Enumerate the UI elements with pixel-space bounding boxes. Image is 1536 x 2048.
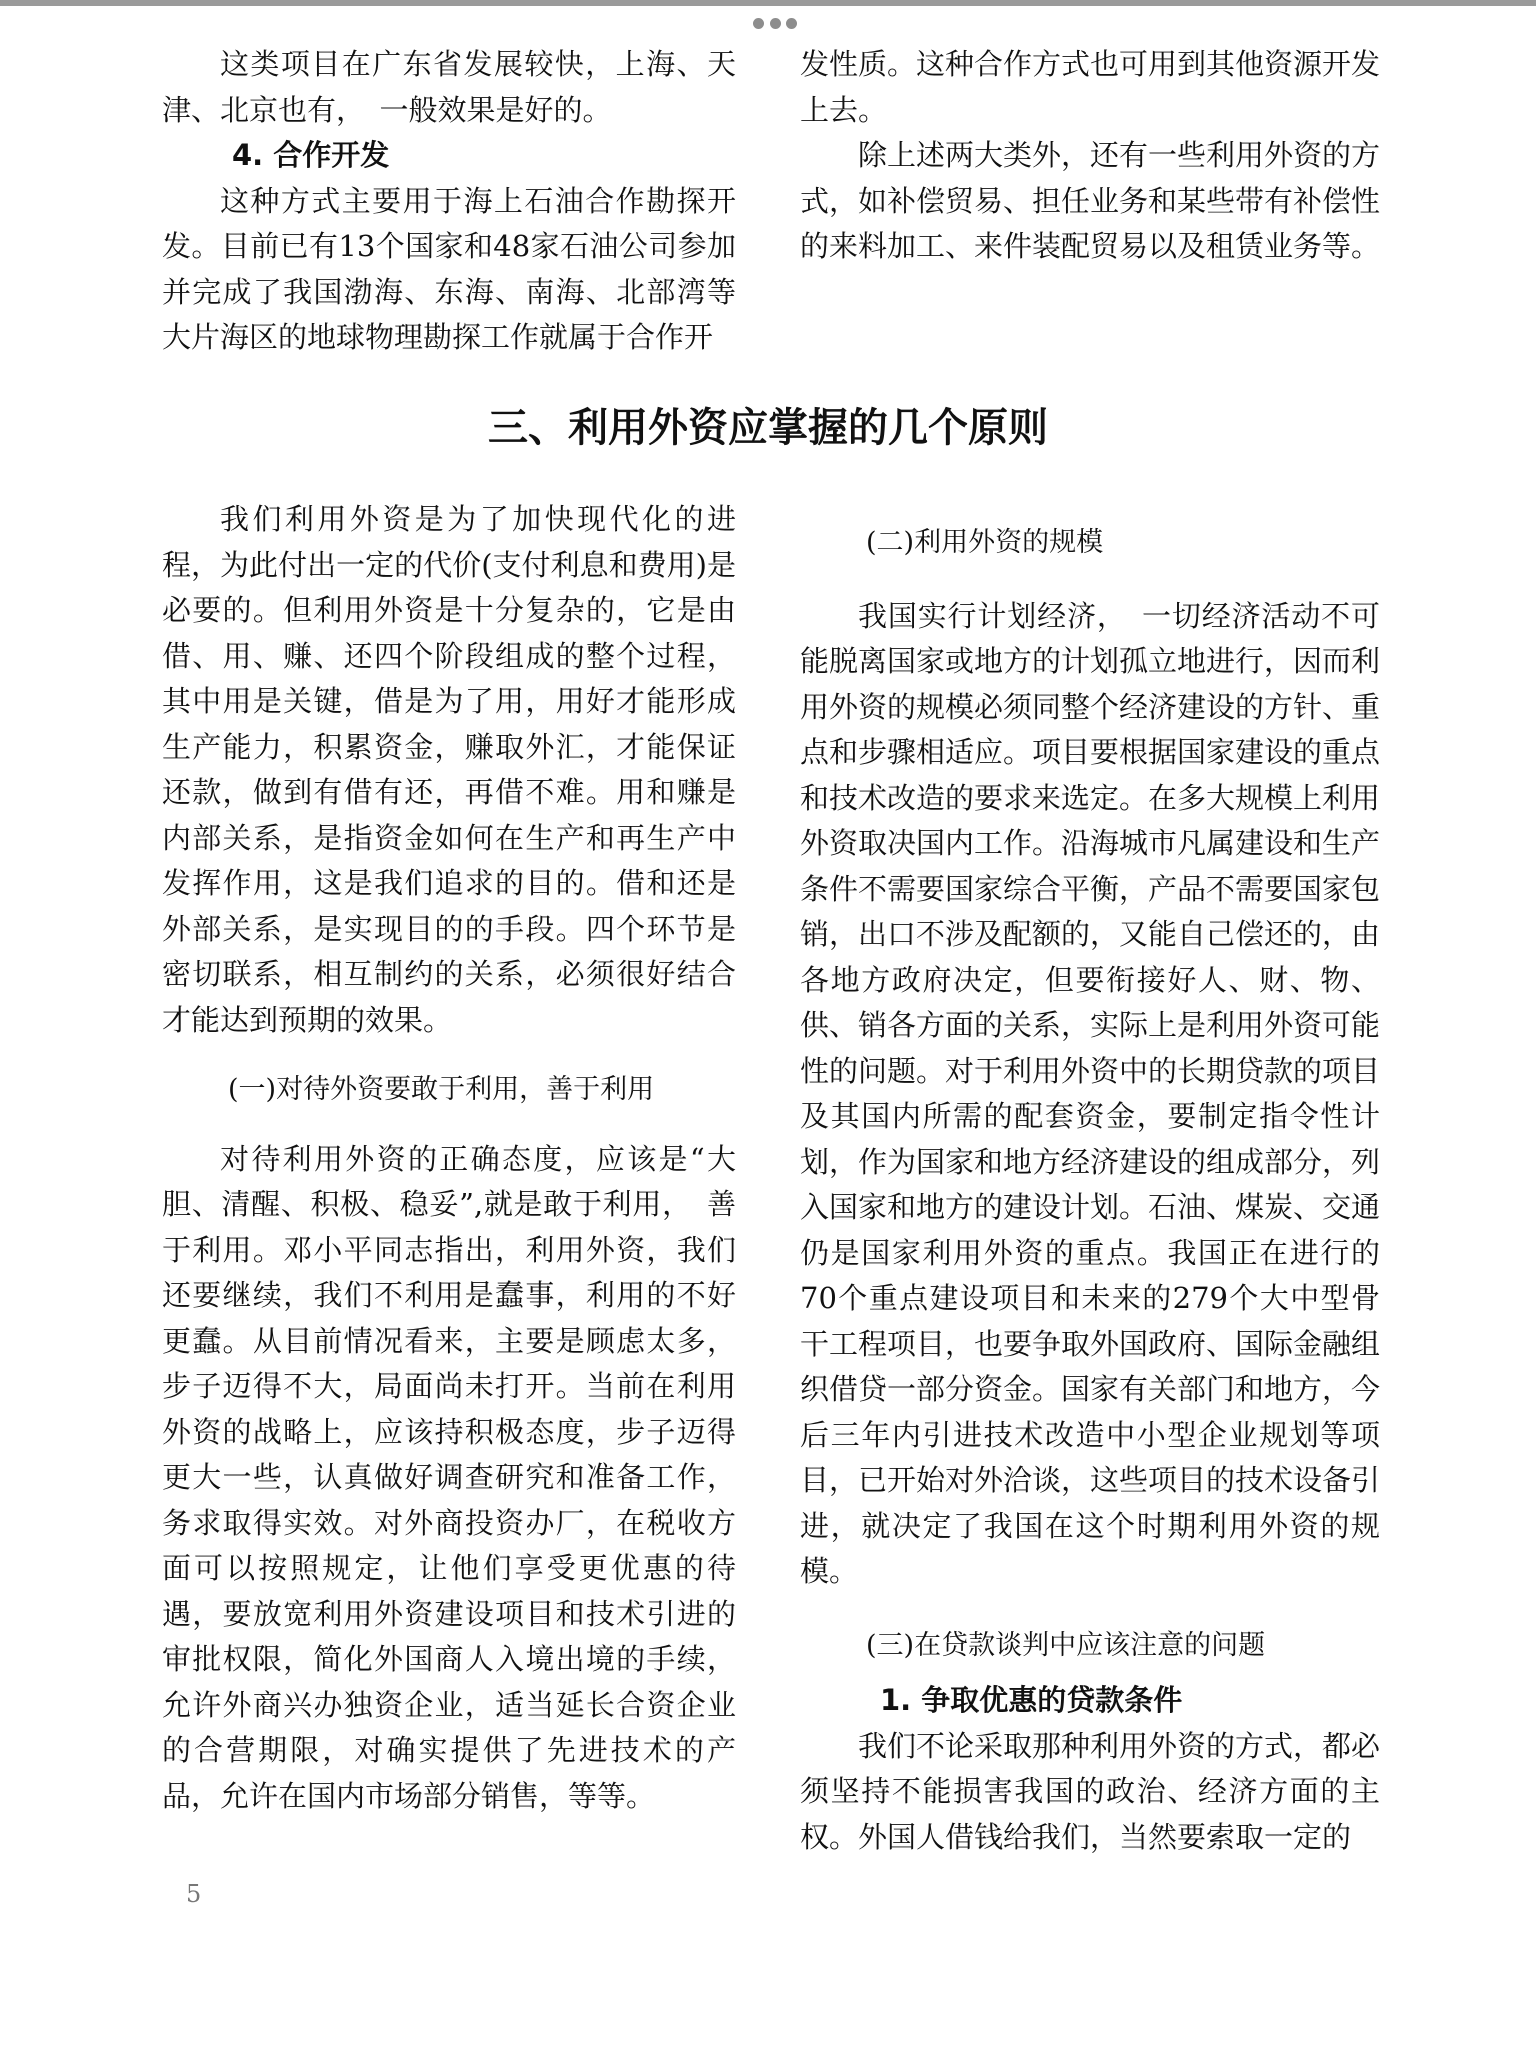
intro-paragraph: 我们利用外资是为了加快现代化的进程，为此付出一定的代价(支付利息和费用)是必要的。但利用外资是十分复杂的，它是由借、用、赚、还四个阶段组成的整个过程，其中用是关键，借是为了用，用好才能形成生产能力，积累资金，赚取外汇，才能保证还款，做到有借有还，再借不难。用和赚是内部关系，是指资金如何在生产和再生产中发挥作用，这是我们追求的目的。借和还是外部关系，是实现目的的手段。四个环节是密切联系，相互制约的关系，必须很好结合才能达到预期的效果。: [162, 502, 736, 1037]
top-right-column: [800, 42, 1380, 270]
page-number: 5: [186, 1880, 202, 1908]
left-main-column: [162, 497, 736, 1819]
more-options-icon[interactable]: [753, 18, 797, 30]
subsection-label-1: (一)对待外资要敢于利用，善于利用: [228, 1074, 655, 1105]
subsection-label-2: (二)利用外资的规模: [866, 527, 1104, 558]
right-main-column: [800, 520, 1380, 1860]
subheading-cooperative-development: 4. 合作开发: [232, 138, 390, 172]
paragraph: 对待利用外资的正确态度，应该是“大胆、清醒、积极、稳妥”,就是敢于利用， 善于利用。邓小平同志指出，利用外资，我们还要继续，我们不利用是蠢事，利用的不好更蠢。从目前情况看来，主要是顾虑太多，步子迈得不大，局面尚未打开。当前在利用外资的战略上，应该持积极态度，步子迈得更大一些，认真做好调查研究和准备工作，务求取得实效。对外商投资办厂，在税收方面可以按照规定，让他们享受更优惠的待遇，要放宽利用外资建设项目和技术引进的审批权限，简化外国商人入境出境的手续，允许外商兴办独资企业，适当延长合资企业的合营期限，对确实提供了先进技术的产品，允许在国内市场部分销售，等等。: [162, 1141, 736, 1813]
dot-icon: [770, 18, 781, 29]
section-title: 三、利用外资应掌握的几个原则: [488, 405, 1048, 451]
dot-icon: [753, 18, 764, 29]
dot-icon: [786, 18, 797, 29]
top-left-column: [162, 42, 736, 361]
paragraph-continued: 发性质。这种合作方式也可用到其他资源开发上去。: [800, 47, 1381, 127]
paragraph: 我国实行计划经济， 一切经济活动不可能脱离国家或地方的计划孤立地进行，因而利用外资的规模必须同整个经济建设的方针、重点和步骤相适应。项目要根据国家建设的重点和技术改造的要求来选定。在多大规模上利用外资取决国内工作。沿海城市凡属建设和生产条件不需要国家综合平衡，产品不需要国家包销，出口不涉及配额的，又能自己偿还的，由各地方政府决定，但要衔接好人、财、物、供、销各方面的关系，实际上是利用外资可能性的问题。对于利用外资中的长期贷款的项目及其国内所需的配套资金，要制定指令性计划，作为国家和地方经济建设的组成部分，列入国家和地方的建设计划。石油、煤炭、交通仍是国家利用外资的重点。我国正在进行的70个重点建设项目和未来的279个大中型骨干工程项目，也要争取外国政府、国际金融组织借贷一部分资金。国家有关部门和地方，今后三年内引进技术改造中小型企业规划等项目，已开始对外洽谈，这些项目的技术设备引进，就决定了我国在这个时期利用外资的规模。: [800, 598, 1381, 1588]
paragraph: 我们不论采取那种利用外资的方式，都必须坚持不能损害我国的政治、经济方面的主权。外国人借钱给我们，当然要索取一定的: [800, 1728, 1381, 1854]
paragraph: 这种方式主要用于海上石油合作勘探开发。目前已有13个国家和48家石油公司参加并完成了我国渤海、东海、南海、北部湾等大片海区的地球物理勘探工作就属于合作开: [162, 183, 736, 354]
subsection-label-3: (三)在贷款谈判中应该注意的问题: [866, 1629, 1266, 1661]
subheading-loan-terms: 1. 争取优惠的贷款条件: [880, 1683, 1183, 1717]
paragraph: 这类项目在广东省发展较快，上海、天津、北京也有， 一般效果是好的。: [162, 47, 736, 127]
paragraph: 除上述两大类外，还有一些利用外资的方式，如补偿贸易、担任业务和某些带有补偿性的来料加工、来件装配贸易以及租赁业务等。: [800, 138, 1381, 263]
top-border: [0, 0, 1536, 6]
